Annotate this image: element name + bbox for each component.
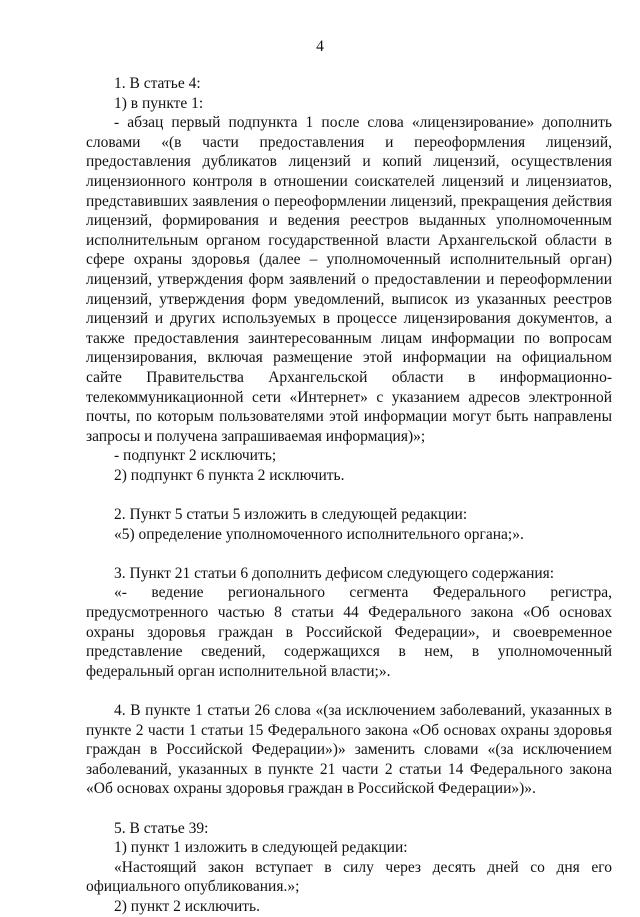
section-4-text: 4. В пункте 1 статьи 26 слова «(за исключением заболеваний, указанных в пункте 2 части 1 статьи 15 Федерального закона «Об основах охраны здоровья граждан в Российской Федерации»)» заменить словами «(за исключением заболеваний, указанных в пункте 21 части 2 статьи 14 Федерального закона «Об основах охраны здоровья граждан в Российской Федерации»)».	[86, 702, 612, 798]
section-1-item-2: 2) подпункт 6 пункта 2 исключить.	[114, 466, 345, 484]
section-3-heading: 3. Пункт 21 статьи 6 дополнить дефисом следующего содержания:	[114, 564, 555, 582]
paragraph-gap	[86, 799, 612, 819]
section-1-subitem-exclude: - подпункт 2 исключить;	[114, 447, 277, 465]
section-2-text: «5) определение уполномоченного исполнительного органа;».	[114, 525, 524, 543]
paragraph-gap	[86, 485, 612, 505]
section-2-heading: 2. Пункт 5 статьи 5 изложить в следующей редакции:	[114, 506, 468, 524]
section-5-item-2: 2) пункт 2 исключить.	[114, 897, 260, 915]
section-5-heading: 5. В статье 39:	[114, 819, 209, 837]
section-1-item-1: 1) в пункте 1:	[114, 94, 204, 112]
page-number: 4	[316, 38, 324, 55]
paragraph-gap	[86, 544, 612, 564]
section-1-heading: 1. В статье 4:	[114, 75, 201, 92]
paragraph-gap	[86, 681, 612, 701]
section-3-text: «- ведение регионального сегмента Федерального регистра, предусмотренного частью 8 статьи 44 Федерального закона «Об основах охраны здоровья граждан в Российской Федерации», и своевременное представление сведений, содержащихся в нем, в уполномоченный федеральный орган исполнительной власти;».	[86, 584, 612, 680]
section-5-quote: «Настоящий закон вступает в силу через десять дней со дня его официального опубликования.»;	[86, 858, 612, 896]
section-1-amendment-text: - абзац первый подпункта 1 после слова «лицензирование» дополнить словами «(в части предоставления и переоформления лицензий, предоставления дубликатов лицензий и копий лицензий, осуществления лицензионного контроля в отношении соискателей лицензий и лицензиатов, представивших заявления о переоформлении лицензий, прекращения действия лицензий, формирования и ведения реестров выданных уполномоченным исполнительным органом государственной власти Архангельской области в сфере охраны здоровья (далее – уполномоченный исполнительный орган) лицензий, утверждения форм заявлений о предоставлении и переоформлении лицензий, утверждения форм уведомлений, выписок из указанных реестров лицензий и других используемых в процессе лицензирования документов, а также предоставления заинтересованным лицам информации по вопросам лицензирования, включая размещение этой информации на официальном сайте Правительства Архангельской области в информационно-телекоммуникационной сети «Интернет» с указанием адресов электронной почты, по которым пользователями этой информации могут быть направлены запросы и получена запрашиваемая информация)»;	[86, 114, 612, 445]
document-body	[86, 74, 612, 917]
section-5-item-1: 1) пункт 1 изложить в следующей редакции:	[114, 839, 408, 857]
